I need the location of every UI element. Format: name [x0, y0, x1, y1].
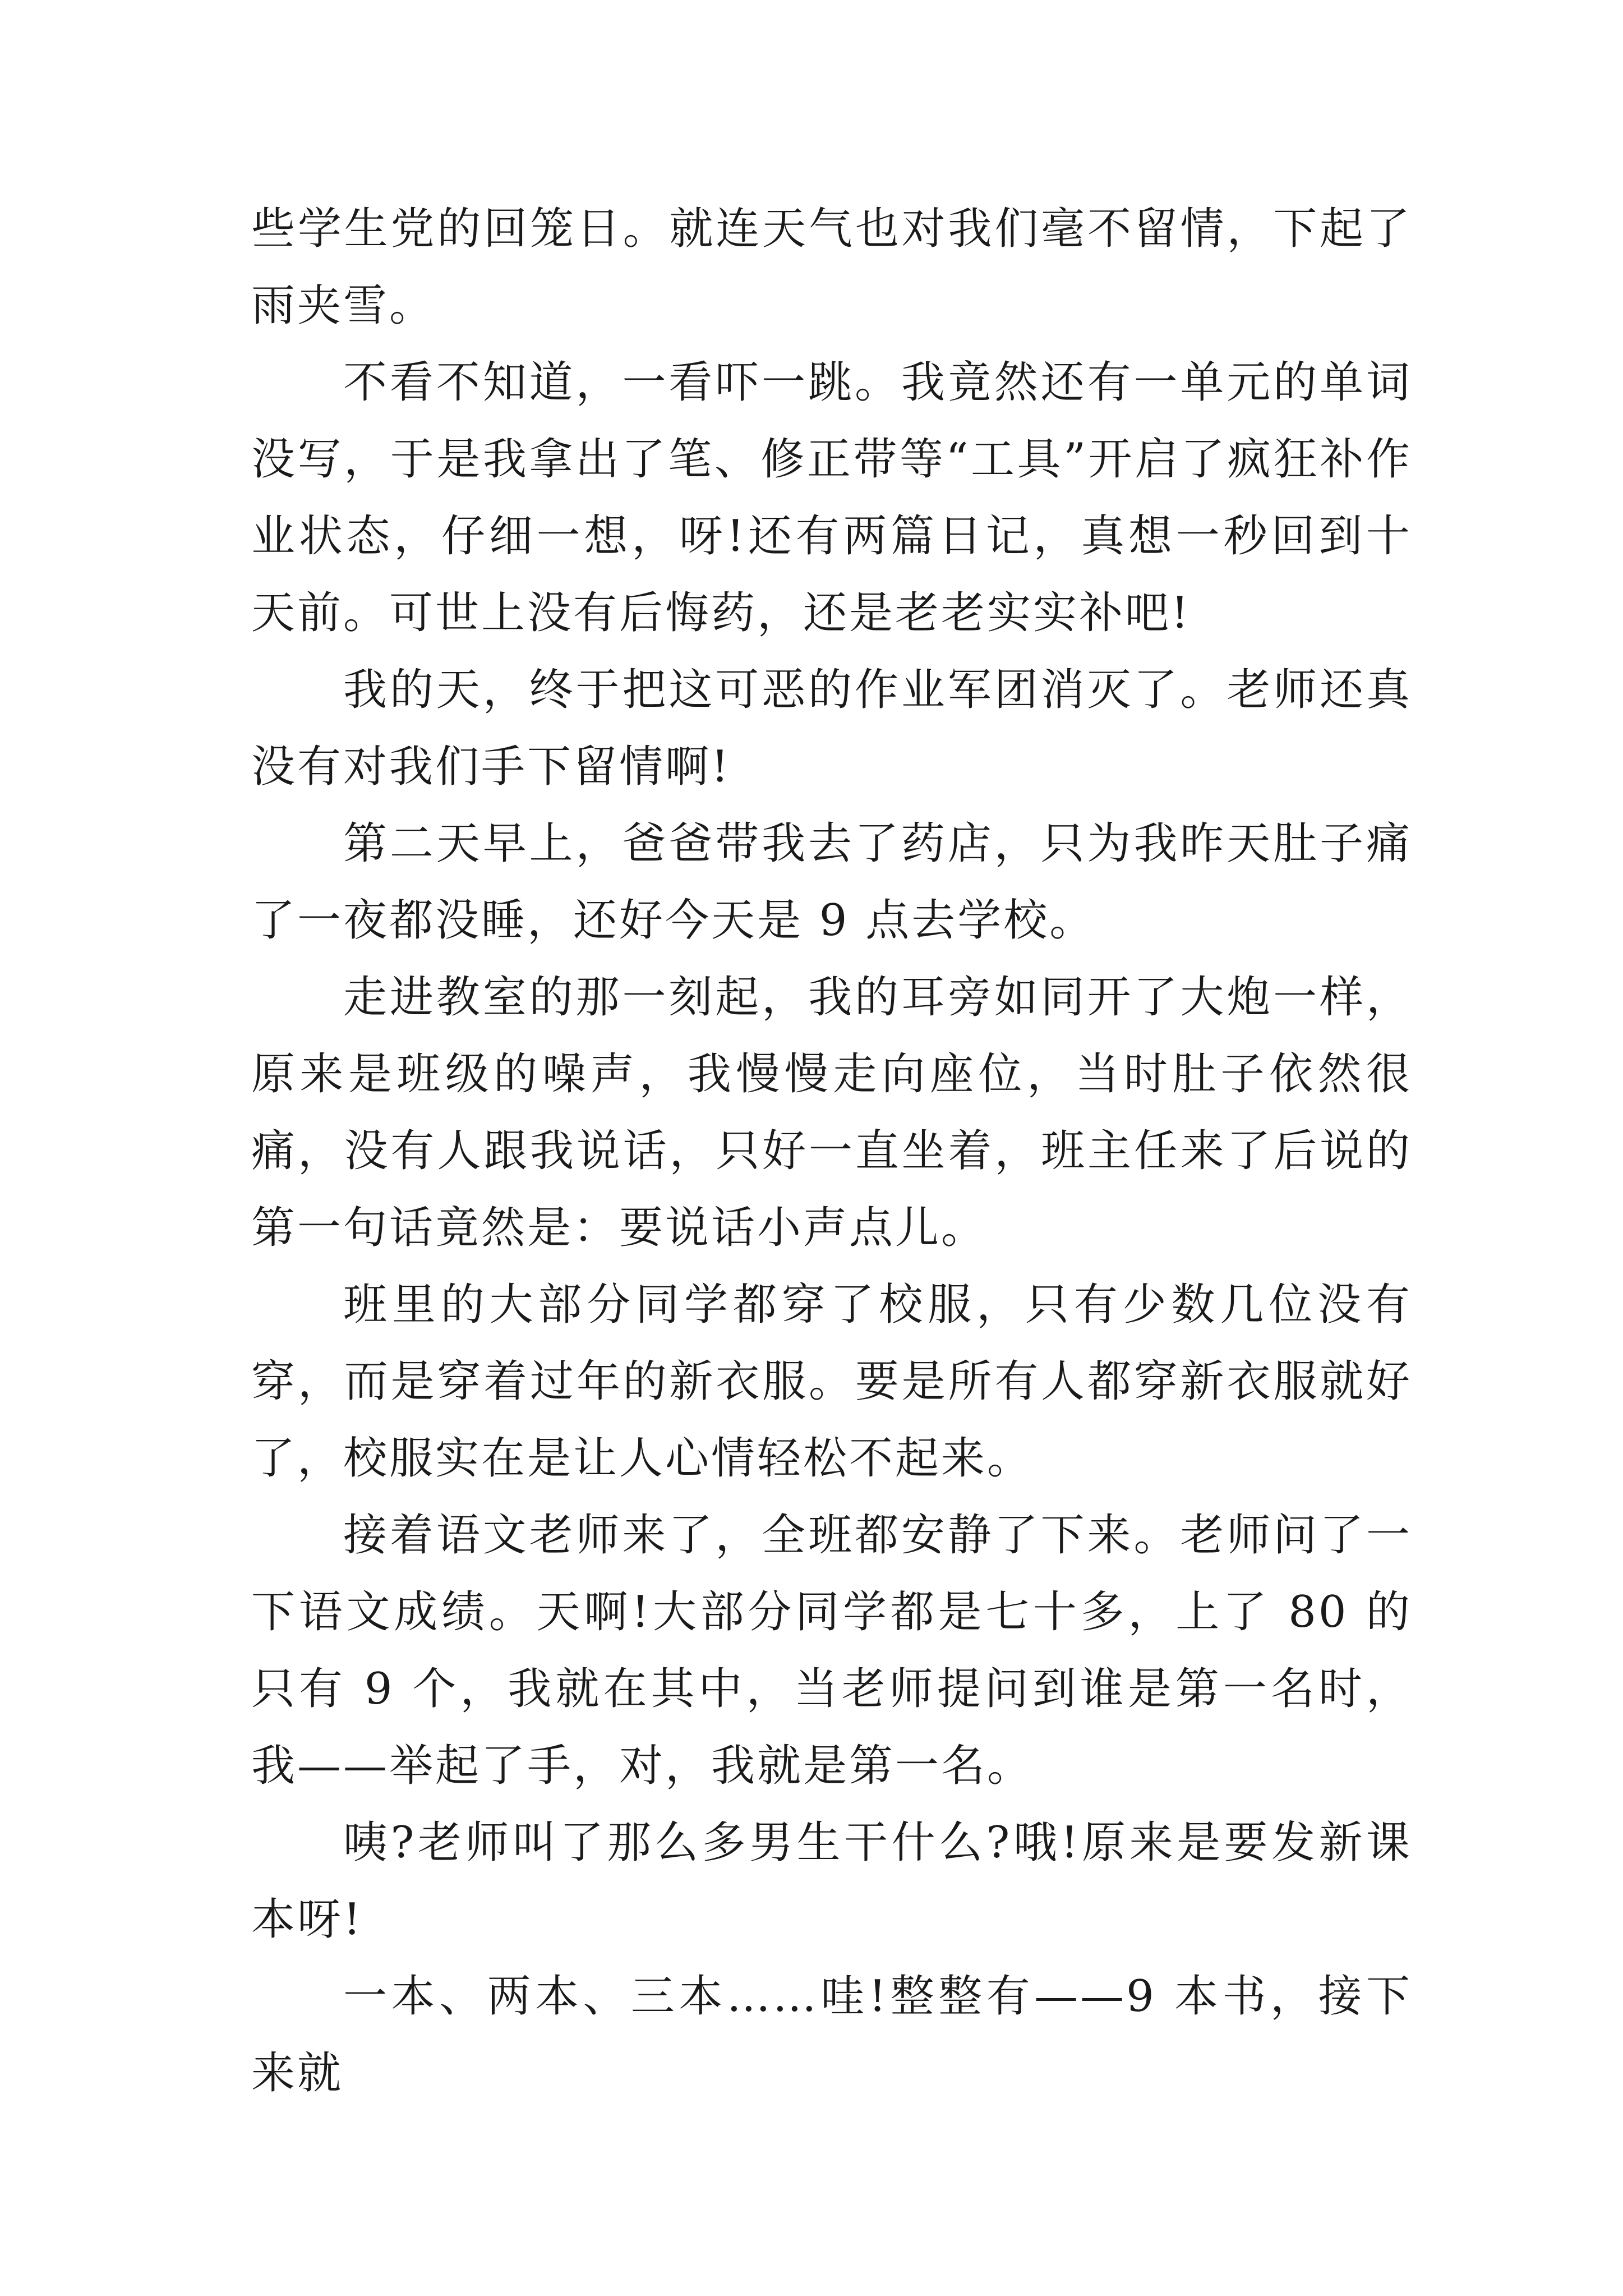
paragraph: 咦?老师叫了那么多男生干什么?哦!原来是要发新课本呀! — [251, 1818, 1412, 1945]
paragraph: 接着语文老师来了，全班都安静了下来。老师问了一下语文成绩。天啊!大部分同学都是七十多，上了 80 的只有 9 个，我就在其中，当老师提问到谁是第一名时，我——举起了手，对，我就是第一名。 — [251, 1510, 1412, 1791]
paragraph: 班里的大部分同学都穿了校服，只有少数几位没有穿，而是穿着过年的新衣服。要是所有人都穿新衣服就好了，校服实在是让人心情轻松不起来。 — [251, 1280, 1412, 1484]
paragraph: 我的天，终于把这可恶的作业军团消灭了。老师还真没有对我们手下留情啊! — [251, 665, 1412, 792]
paragraph: 第二天早上，爸爸带我去了药店，只为我昨天肚子痛了一夜都没睡，还好今天是 9 点去学校。 — [251, 818, 1412, 946]
paragraph: 不看不知道，一看吓一跳。我竟然还有一单元的单词没写，于是我拿出了笔、修正带等“工具”开启了疯狂补作业状态，仔细一想，呀!还有两篇日记，真想一秒回到十天前。可世上没有后悔药，还是老老实实补吧! — [251, 357, 1412, 638]
article-body — [251, 191, 1412, 2112]
paragraph-continuation: 些学生党的回笼日。就连天气也对我们毫不留情，下起了雨夹雪。 — [251, 204, 1412, 331]
paragraph: 一本、两本、三本……哇!整整有——9 本书，接下来就 — [251, 1971, 1412, 2099]
paragraph: 走进教室的那一刻起，我的耳旁如同开了大炮一样，原来是班级的噪声，我慢慢走向座位，当时肚子依然很痛，没有人跟我说话，只好一直坐着，班主任来了后说的第一句话竟然是：要说话小声点儿。 — [251, 972, 1412, 1253]
